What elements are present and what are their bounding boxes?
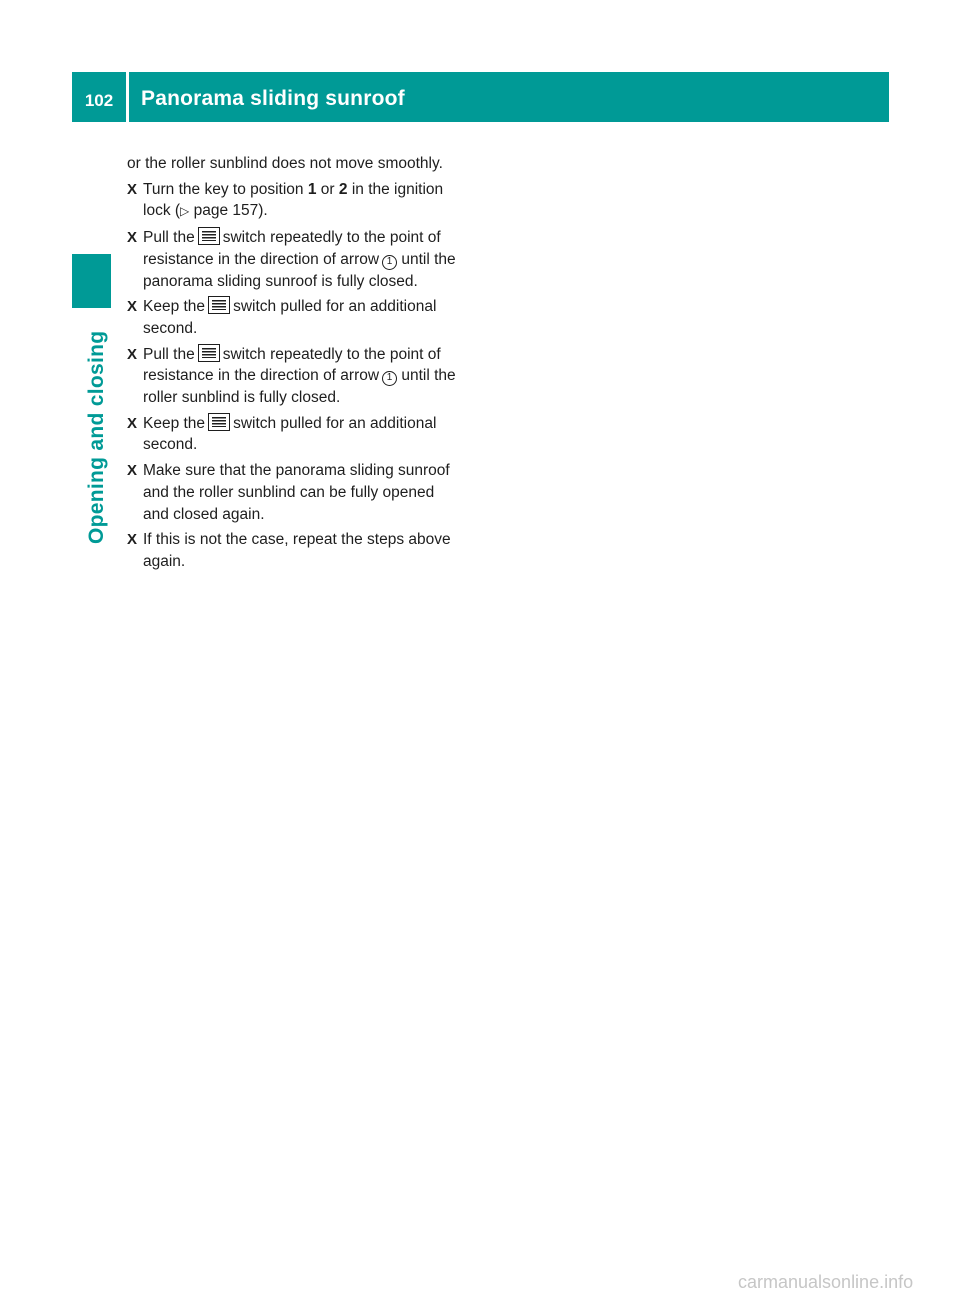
side-tab-marker [72, 254, 111, 308]
step-4 [127, 344, 462, 409]
step-2-pre: Pull the [143, 229, 195, 247]
page-ref[interactable]: page 157). [189, 202, 268, 220]
step-5-post: switch pulled for an additional second. [143, 414, 437, 454]
step-marker-icon: X [127, 298, 138, 316]
step-1-or: or [316, 180, 339, 198]
step-5 [127, 413, 462, 456]
step-marker-icon: X [127, 531, 138, 549]
step-4-post: switch repeatedly to the point of resistance in the direction of arrow [143, 345, 441, 385]
step-1-post: in the ignition lock ( [143, 180, 444, 220]
step-2-tail: until the panorama sliding sunroof is fully closed. [143, 250, 456, 290]
page-title: Panorama sliding sunroof [141, 87, 405, 110]
step-3-pre: Keep the [143, 298, 206, 316]
sunroof-switch-icon [208, 413, 230, 431]
header-divider [126, 72, 129, 122]
step-3-post: switch pulled for an additional second. [143, 298, 437, 337]
step-6-text: Make sure that the panorama sliding sunroof and the roller sunblind can be fully opened and closed again. [143, 462, 450, 523]
page-number: 102 [84, 91, 114, 110]
sunroof-switch-icon [208, 296, 230, 314]
step-4-pre: Pull the [143, 345, 195, 363]
intro-text: or the roller sunblind does not move smoothly. [127, 155, 443, 172]
arrow-1-icon: 1 [382, 255, 397, 270]
step-2 [127, 227, 462, 292]
step-7-text: If this is not the case, repeat the steps above again. [143, 531, 451, 570]
position-2: 2 [338, 180, 348, 198]
step-marker-icon: X [127, 229, 138, 247]
step-4-tail: until the roller sunblind is fully closed. [143, 367, 456, 407]
step-7 [127, 529, 462, 572]
step-1 [127, 179, 462, 223]
step-marker-icon: X [127, 462, 138, 480]
step-marker-icon: X [127, 345, 138, 363]
position-1: 1 [307, 180, 317, 198]
step-2-post: switch repeatedly to the point of resistance in the direction of arrow [143, 229, 441, 268]
step-6 [127, 460, 462, 525]
step-5-pre: Keep the [143, 414, 206, 432]
sunroof-switch-icon [198, 344, 220, 362]
instruction-content [127, 153, 462, 577]
side-tab-label: Opening and closing [85, 330, 108, 544]
step-marker-icon: X [127, 414, 138, 432]
step-1-pre: Turn the key to position [143, 180, 308, 198]
arrow-1-icon: 1 [382, 371, 397, 386]
step-marker-icon: X [127, 180, 138, 198]
watermark: carmanualsonline.info [738, 1272, 914, 1292]
sunroof-switch-icon [198, 227, 220, 245]
step-3 [127, 296, 462, 339]
page-ref-arrow-icon: ▷ [180, 204, 190, 219]
